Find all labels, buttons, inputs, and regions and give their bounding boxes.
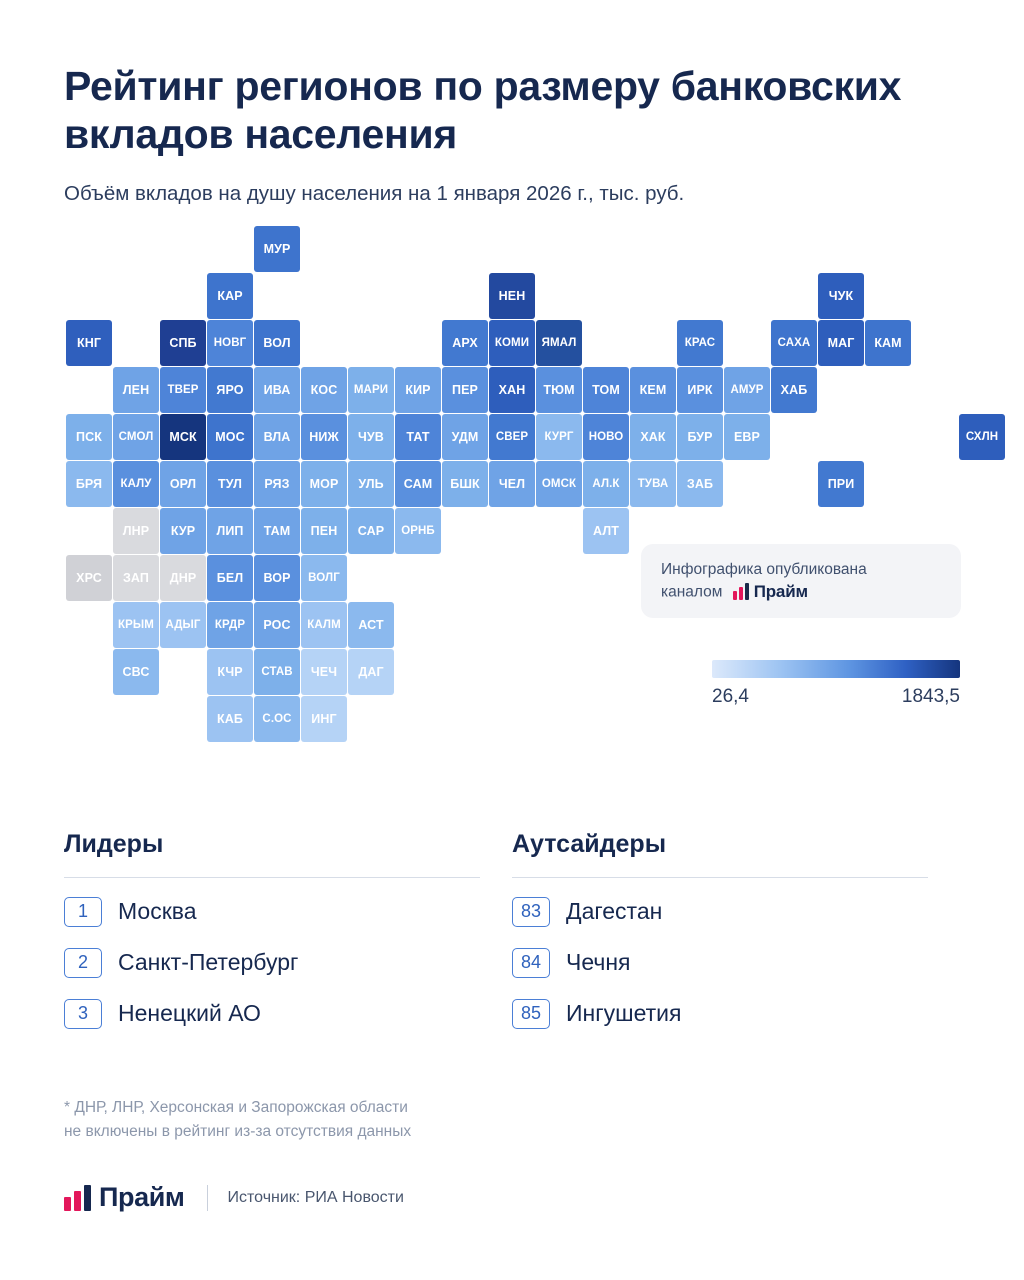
leaders-divider — [64, 877, 480, 878]
prime-bars-icon — [64, 1185, 91, 1211]
rank-item — [512, 886, 960, 937]
map-tile: ЗАБ — [677, 461, 723, 507]
footer-source: Источник: РИА Новости — [227, 1188, 404, 1206]
map-tile: ДАГ — [348, 649, 394, 695]
map-tile: ВЛА — [254, 414, 300, 460]
map-tile: ВОЛГ — [301, 555, 347, 601]
map-tile: КАМ — [865, 320, 911, 366]
outsiders-column — [512, 830, 960, 1039]
map-tile: АСТ — [348, 602, 394, 648]
map-tile: ТЮМ — [536, 367, 582, 413]
map-tile: НЕН — [489, 273, 535, 319]
rank-item — [512, 988, 960, 1039]
map-tile: КОС — [301, 367, 347, 413]
map-tile: УЛЬ — [348, 461, 394, 507]
map-tile: ХАК — [630, 414, 676, 460]
footer-brand: Прайм — [99, 1182, 185, 1212]
map-tile: КНГ — [66, 320, 112, 366]
map-tile: МОР — [301, 461, 347, 507]
page-title: Рейтинг регионов по размеру банковских вкладов населения — [64, 63, 902, 157]
map-tile: АЛ.К — [583, 461, 629, 507]
rankings — [64, 830, 960, 1039]
map-tile: ЧУК — [818, 273, 864, 319]
map-tile: КЧР — [207, 649, 253, 695]
map-tile: ПЕР — [442, 367, 488, 413]
map-tile: РОС — [254, 602, 300, 648]
header — [0, 0, 1024, 208]
map-tile: ОРЛ — [160, 461, 206, 507]
map-tile: КРДР — [207, 602, 253, 648]
map-tile: МАРИ — [348, 367, 394, 413]
map-tile: ТОМ — [583, 367, 629, 413]
map-tile: КУР — [160, 508, 206, 554]
map-tile: ПЕН — [301, 508, 347, 554]
map-tile: ВОЛ — [254, 320, 300, 366]
map-tile: КОМИ — [489, 320, 535, 366]
map-tile: ТАМ — [254, 508, 300, 554]
rank-region-name: Москва — [118, 898, 197, 924]
map-tile: КРАС — [677, 320, 723, 366]
map-tile: ПРИ — [818, 461, 864, 507]
map-tile: АЛТ — [583, 508, 629, 554]
leaders-title: Лидеры — [64, 830, 164, 858]
map-tile: КЕМ — [630, 367, 676, 413]
map-tile: КАЛУ — [113, 461, 159, 507]
legend-min-label: 26,4 — [712, 686, 749, 707]
map-tile: УДМ — [442, 414, 488, 460]
leaders-list — [64, 886, 512, 1039]
watermark-card — [641, 544, 961, 618]
map-tile: ХРС — [66, 555, 112, 601]
map-tile: НИЖ — [301, 414, 347, 460]
outsiders-list — [512, 886, 960, 1039]
map-tile: ЧЕЧ — [301, 649, 347, 695]
map-tile: ЯМАЛ — [536, 320, 582, 366]
outsiders-title: Аутсайдеры — [512, 830, 667, 858]
map-tile: МСК — [160, 414, 206, 460]
map-tile: ЧЕЛ — [489, 461, 535, 507]
legend-labels — [712, 686, 960, 708]
rank-region-name: Дагестан — [566, 898, 663, 924]
map-tile: ОМСК — [536, 461, 582, 507]
map-tile: ХАН — [489, 367, 535, 413]
watermark-line2: каналом — [661, 583, 723, 601]
map-tile: МОС — [207, 414, 253, 460]
map-tile: КИР — [395, 367, 441, 413]
map-tile: ЕВР — [724, 414, 770, 460]
map-tile: АДЫГ — [160, 602, 206, 648]
color-legend — [712, 660, 960, 708]
map-tile: ЛИП — [207, 508, 253, 554]
map-tile: СМОЛ — [113, 414, 159, 460]
map-tile: САМ — [395, 461, 441, 507]
map-tile: ТВЕР — [160, 367, 206, 413]
rank-region-name: Ингушетия — [566, 1000, 682, 1026]
rank-region-name: Санкт-Петербург — [118, 949, 299, 975]
legend-max-label: 1843,5 — [901, 686, 960, 707]
legend-gradient-bar — [712, 660, 960, 678]
map-tile: ИРК — [677, 367, 723, 413]
page-subtitle: Объём вкладов на душу населения на 1 января 2026 г., тыс. руб. — [64, 182, 685, 205]
map-tile: САХА — [771, 320, 817, 366]
leaders-column — [64, 830, 512, 1039]
map-tile: ТАТ — [395, 414, 441, 460]
map-tile: СВЕР — [489, 414, 535, 460]
map-tile: С.ОС — [254, 696, 300, 742]
map-tile: ТУВА — [630, 461, 676, 507]
map-tile: БУР — [677, 414, 723, 460]
footer — [64, 1182, 404, 1213]
rank-badge: 84 — [512, 948, 550, 978]
map-tile: ЧУВ — [348, 414, 394, 460]
map-tile: КАЛМ — [301, 602, 347, 648]
map-tile: ЛНР — [113, 508, 159, 554]
prime-bars-icon — [733, 583, 749, 600]
map-tile: МАГ — [818, 320, 864, 366]
outsiders-divider — [512, 877, 928, 878]
rank-region-name: Ненецкий АО — [118, 1000, 261, 1026]
rank-badge: 3 — [64, 999, 102, 1029]
map-tile: ЗАП — [113, 555, 159, 601]
rank-badge: 2 — [64, 948, 102, 978]
map-tile: СХЛН — [959, 414, 1005, 460]
rank-badge: 83 — [512, 897, 550, 927]
map-tile: ДНР — [160, 555, 206, 601]
map-tile: КУРГ — [536, 414, 582, 460]
prime-logo-small — [733, 581, 808, 603]
map-tile: АРХ — [442, 320, 488, 366]
map-tile: БШК — [442, 461, 488, 507]
map-tile: СПБ — [160, 320, 206, 366]
map-tile: АМУР — [724, 367, 770, 413]
map-tile: СТАВ — [254, 649, 300, 695]
rank-region-name: Чечня — [566, 949, 631, 975]
map-tile: БЕЛ — [207, 555, 253, 601]
footnote: * ДНР, ЛНР, Херсонская и Запорожская области не включены в рейтинг из-за отсутствия данных — [64, 1099, 412, 1140]
map-tile: КАР — [207, 273, 253, 319]
map-tile: МУР — [254, 226, 300, 272]
rank-item — [64, 937, 512, 988]
map-tile: ЛЕН — [113, 367, 159, 413]
rank-badge: 85 — [512, 999, 550, 1029]
watermark-text — [661, 559, 867, 604]
watermark-brand: Прайм — [753, 581, 808, 601]
map-tile: БРЯ — [66, 461, 112, 507]
map-tile: ОРНБ — [395, 508, 441, 554]
tile-map — [0, 226, 1024, 746]
rank-item — [64, 988, 512, 1039]
rank-badge: 1 — [64, 897, 102, 927]
rank-item — [64, 886, 512, 937]
map-tile: ЯРО — [207, 367, 253, 413]
map-tile: ИНГ — [301, 696, 347, 742]
map-tile: ТУЛ — [207, 461, 253, 507]
rank-item — [512, 937, 960, 988]
map-tile: ИВА — [254, 367, 300, 413]
map-tile: КАБ — [207, 696, 253, 742]
map-tile: НОВО — [583, 414, 629, 460]
map-tile: ВОР — [254, 555, 300, 601]
watermark-line1: Инфографика опубликована — [661, 560, 867, 578]
map-tile: РЯЗ — [254, 461, 300, 507]
map-tile: НОВГ — [207, 320, 253, 366]
map-tile: САР — [348, 508, 394, 554]
map-tile: ХАБ — [771, 367, 817, 413]
map-tile: СВС — [113, 649, 159, 695]
map-tile: КРЫМ — [113, 602, 159, 648]
map-tile: ПСК — [66, 414, 112, 460]
footer-divider — [207, 1185, 208, 1211]
